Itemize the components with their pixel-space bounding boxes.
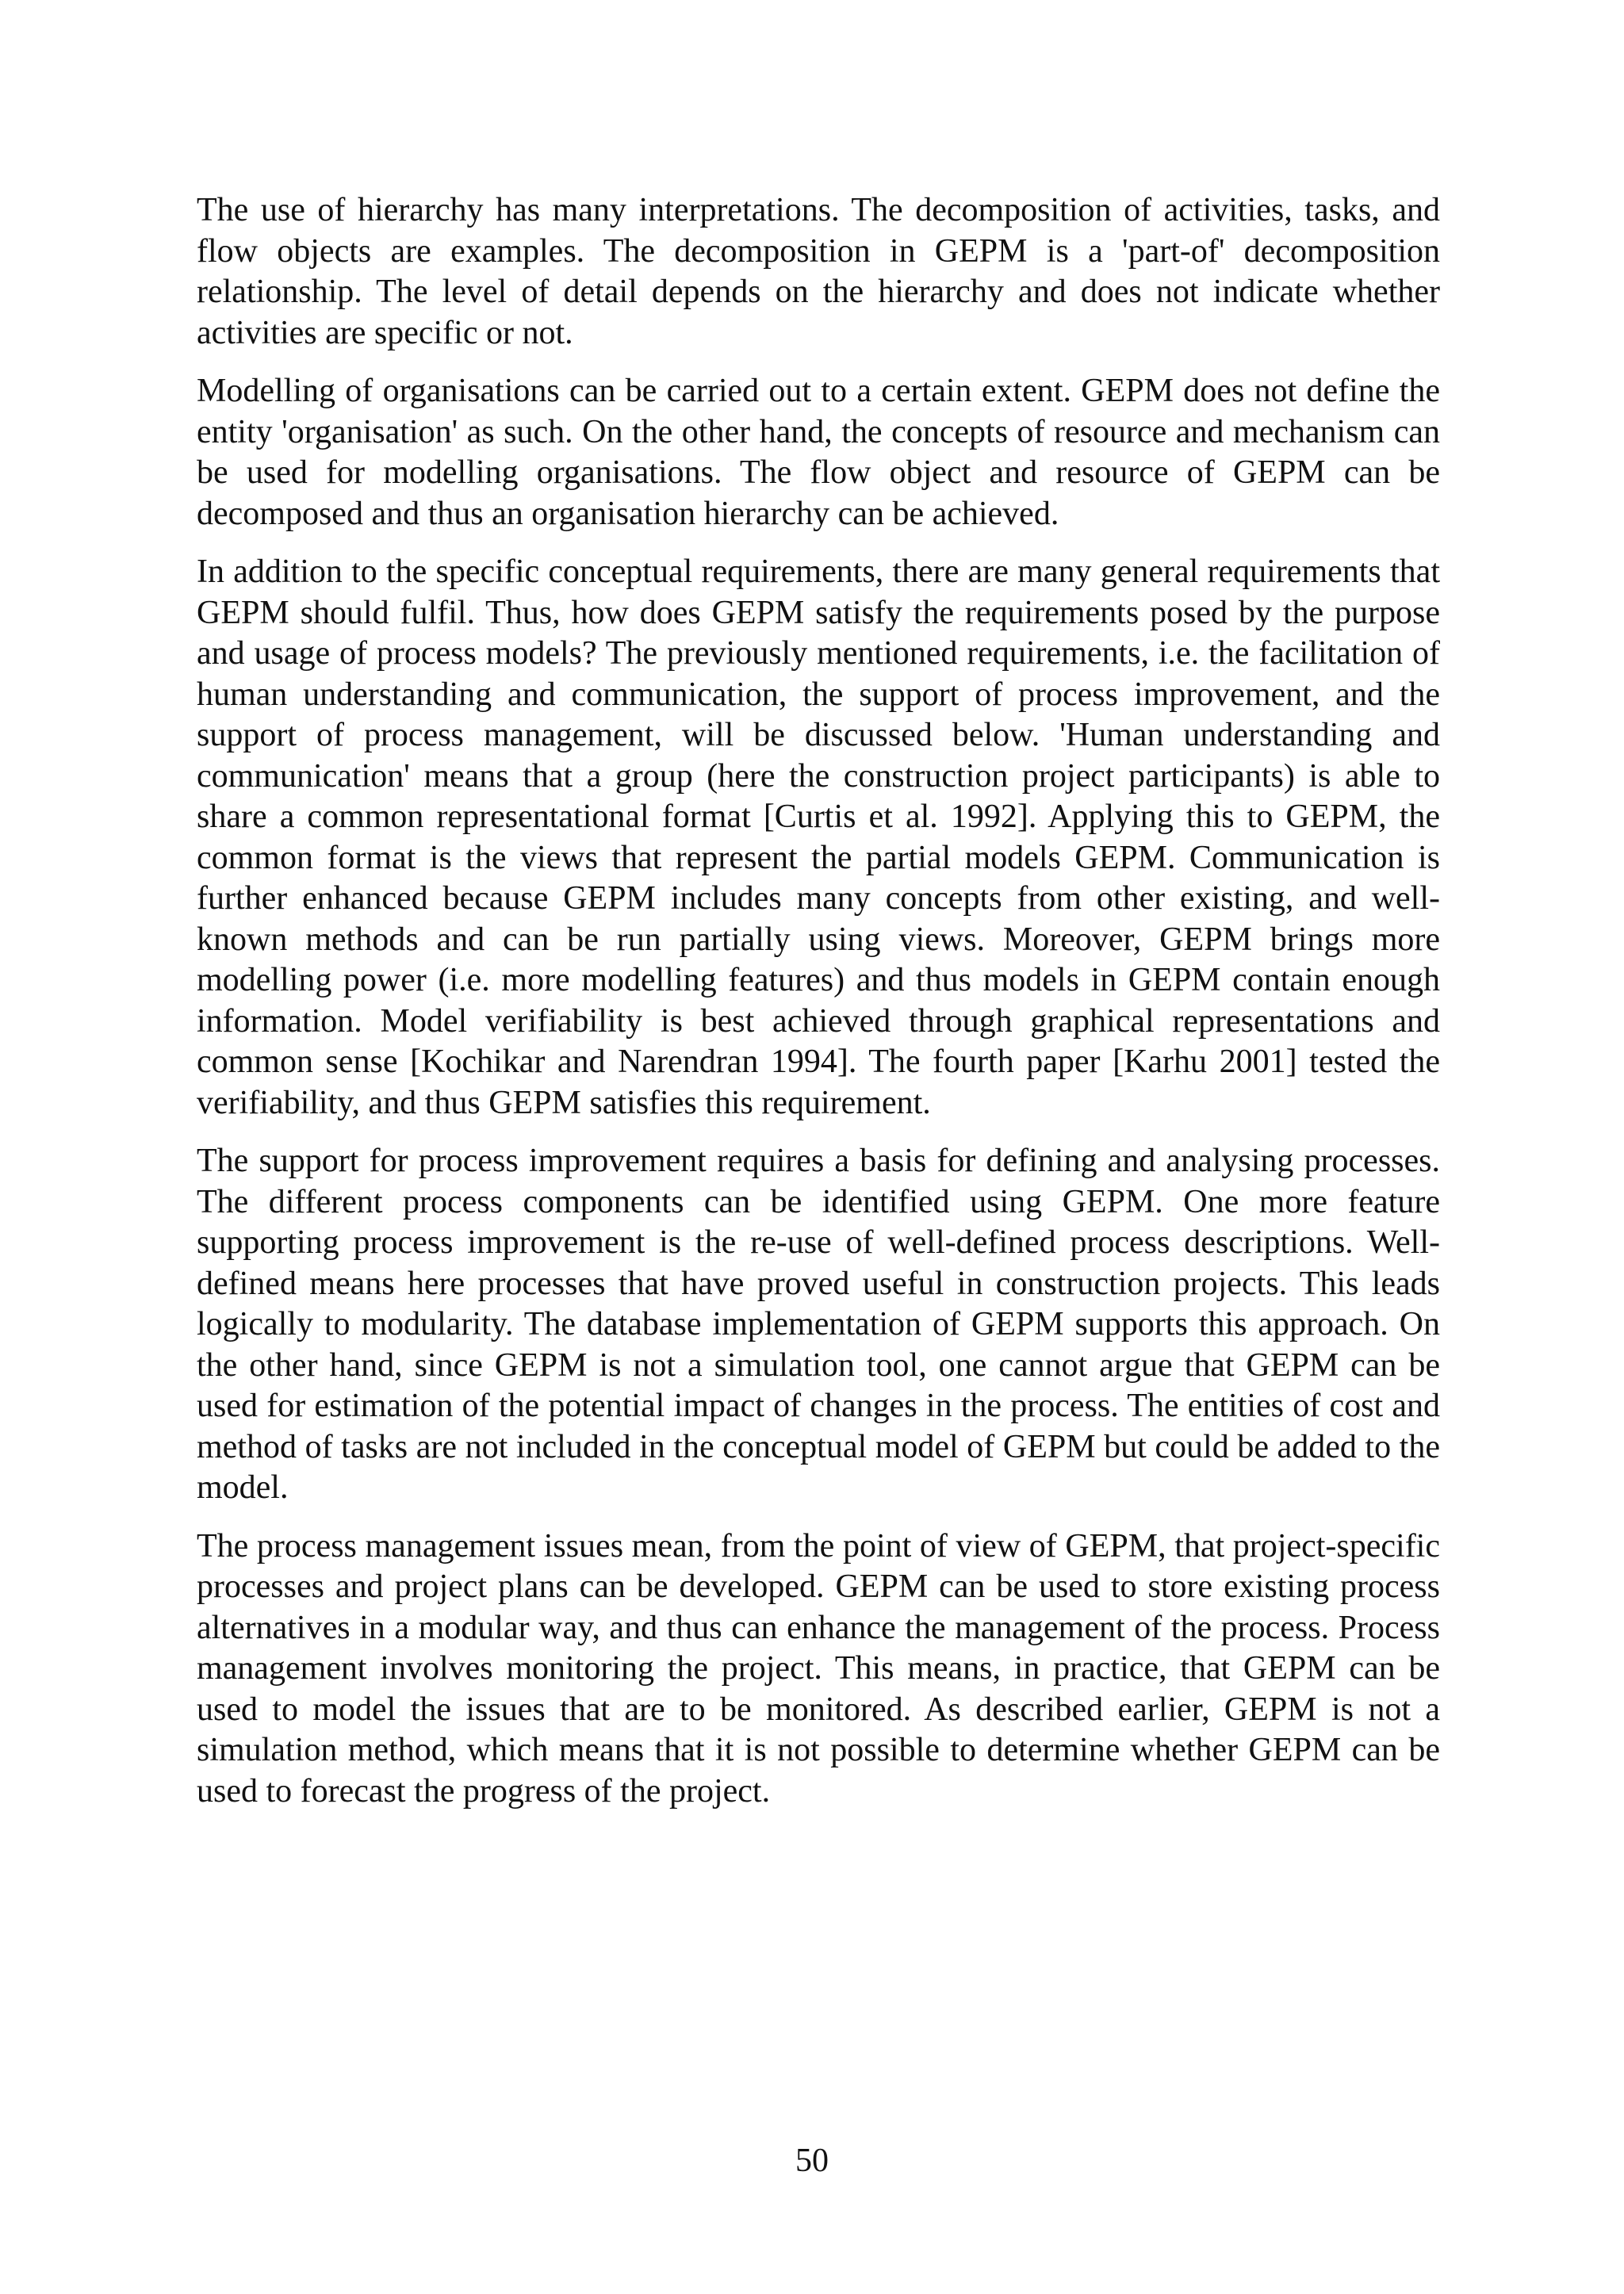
paragraph-general-requirements: In addition to the specific conceptual requirements, there are many general requirements that GEPM should fulfil. Thus, how does GEPM satisfy the requirements posed by the purpose and usage of process models? The previously mentioned requirements, i.e. the facilitation of human understanding and communication, the support of process improvement, and the support of process management, will be discussed below. 'Human understanding and communication' means that a group (here the construction project participants) is able to share a common representational format [Curtis et al. 1992]. Applying this to GEPM, the common format is the views that represent the partial models GEPM. Communication is further enhanced because GEPM includes many concepts from other existing, and well-known methods and can be run partially using views. Moreover, GEPM brings more modelling power (i.e. more modelling features) and thus models in GEPM contain enough information. Model verifiability is best achieved through graphical representations and common sense [Kochikar and Narendran 1994]. The fourth paper [Karhu 2001] tested the verifiability, and thus GEPM satisfies this requirement. [197,553,1440,1121]
paragraph-hierarchy: The use of hierarchy has many interpretations. The decomposition of activities, tasks, and flow objects are examples. The decomposition in GEPM is a 'part-of' decomposition relationship. The level of detail depends on the hierarchy and does not indicate whether activities are specific or not. [197,192,1440,351]
body-text [197,190,1440,1829]
page-number: 50 [795,2143,829,2179]
paragraph-process-improvement: The support for process improvement requires a basis for defining and analysing processes. The different process components can be identified using GEPM. One more feature supporting process improvement is the re-use of well-defined process descriptions. Well-defined means here processes that have proved useful in construction projects. This leads logically to modularity. The database implementation of GEPM supports this approach. On the other hand, since GEPM is not a simulation tool, one cannot argue that GEPM can be used for estimation of the potential impact of changes in the process. The entities of cost and method of tasks are not included in the conceptual model of GEPM but could be added to the model. [197,1143,1440,1506]
paragraph-organisations: Modelling of organisations can be carried out to a certain extent. GEPM does not define the entity 'organisation' as such. On the other hand, the concepts of resource and mechanism can be used for modelling organisations. The flow object and resource of GEPM can be decomposed and thus an organisation hierarchy can be achieved. [197,373,1440,532]
paragraph-process-management: The process management issues mean, from the point of view of GEPM, that project-specific processes and project plans can be developed. GEPM can be used to store existing process alternatives in a modular way, and thus can enhance the management of the process. Process management involves monitoring the project. This means, in practice, that GEPM can be used to model the issues that are to be monitored. As described earlier, GEPM is not a simulation method, which means that it is not possible to determine whether GEPM can be used to forecast the progress of the project. [197,1527,1440,1810]
